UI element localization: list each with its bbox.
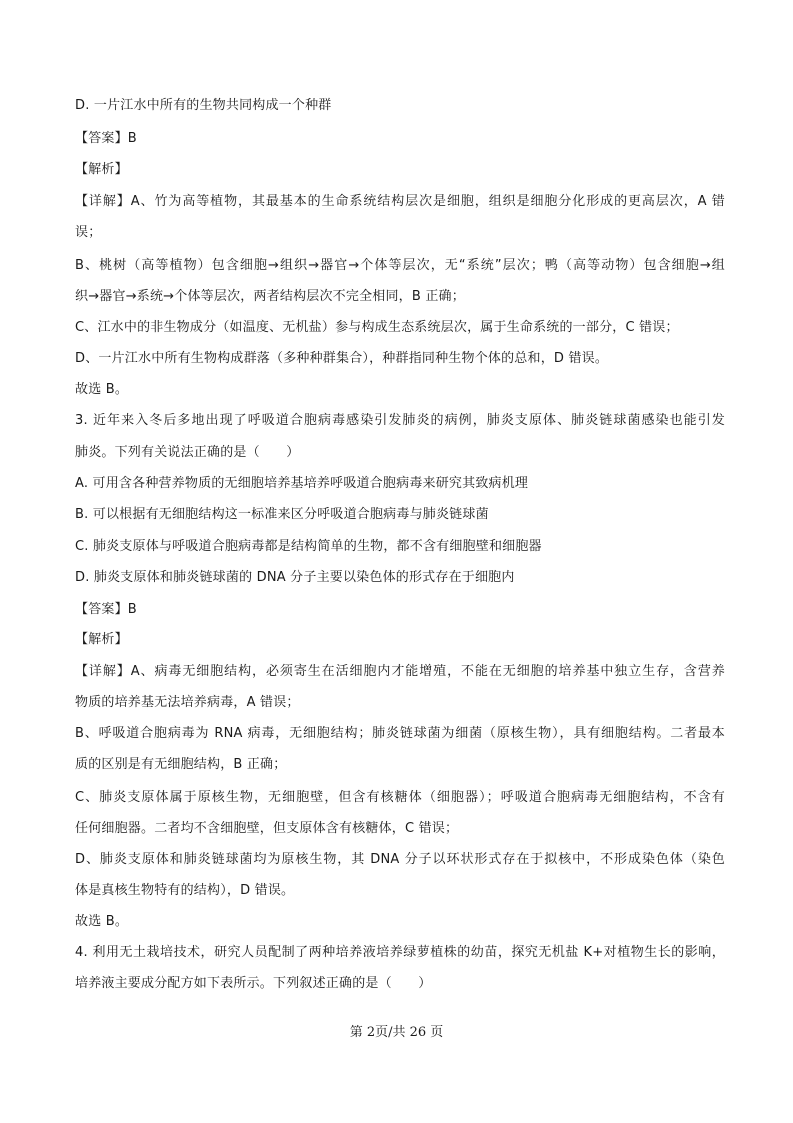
detail-explanation-b: B、桃树（高等植物）包含细胞→组织→器官→个体等层次，无“系统”层次；鸭（高等动物）包含细胞→组 (75, 258, 725, 273)
q3-detail-b: B、呼吸道合胞病毒为 RNA 病毒，无细胞结构；肺炎链球菌为细菌（原核生物），具有细胞结构。二者最本 (75, 726, 725, 741)
detail-explanation-b-cont: 织→器官→系统→个体等层次，两者结构层次不完全相同，B 正确； (75, 289, 465, 304)
q3-detail-c: C、肺炎支原体属于原核生物，无细胞壁，但含有核糖体（细胞器）；呼吸道合胞病毒无细胞结构，不含有 (75, 790, 725, 805)
q3-detail-d: D、肺炎支原体和肺炎链球菌均为原核生物，其 DNA 分子以环状形式存在于拟核中，不形成染色体（染色 (75, 852, 725, 867)
answer-label: 【答案】B (75, 131, 137, 146)
answer-label-q3: 【答案】B (75, 602, 137, 617)
question-3-option-d: D. 肺炎支原体和肺炎链球菌的 DNA 分子主要以染色体的形式存在于细胞内 (75, 570, 515, 585)
question-3-stem-cont: 肺炎。下列有关说法正确的是（ ） (75, 445, 300, 460)
q3-detail-a: 【详解】A、病毒无细胞结构，必须寄生在活细胞内才能增殖，不能在无细胞的培养基中独立生存，含营养 (75, 664, 725, 679)
detail-explanation-a-cont: 误； (75, 225, 102, 240)
q3-detail-b-cont: 质的区别是有无细胞结构，B 正确； (75, 757, 287, 772)
question-4-stem: 4. 利用无土栽培技术，研究人员配制了两种培养液培养绿萝植株的幼苗，探究无机盐 K+对植物生长的影响， (75, 945, 725, 960)
analysis-label-q3: 【解析】 (75, 632, 128, 647)
detail-explanation-c: C、江水中的非生物成分（如温度、无机盐）参与构成生态系统层次，属于生命系统的一部分，C 错误； (75, 320, 679, 335)
detail-explanation-a: 【详解】A、竹为高等植物，其最基本的生命系统结构层次是细胞，组织是细胞分化形成的更高层次，A 错 (75, 194, 725, 209)
option-d-prev-question: D. 一片江水中所有的生物共同构成一个种群 (75, 98, 332, 113)
question-4-stem-cont: 培养液主要成分配方如下表所示。下列叙述正确的是（ ） (75, 976, 432, 991)
question-3-option-b: B. 可以根据有无细胞结构这一标准来区分呼吸道合胞病毒与肺炎链球菌 (75, 507, 489, 522)
question-3-option-a: A. 可用含各种营养物质的无细胞培养基培养呼吸道合胞病毒来研究其致病机理 (75, 476, 529, 491)
question-3-option-c: C. 肺炎支原体与呼吸道合胞病毒都是结构简单的生物，都不含有细胞壁和细胞器 (75, 539, 542, 554)
analysis-label: 【解析】 (75, 162, 128, 177)
page-footer: 第 2页/共 26 页 (349, 1025, 444, 1040)
q3-detail-a-cont: 物质的培养基无法培养病毒，A 错误； (75, 695, 300, 710)
q3-detail-c-cont: 任何细胞器。二者均不含细胞壁，但支原体含有核糖体，C 错误； (75, 821, 459, 836)
q3-detail-d-cont: 体是真核生物特有的结构），D 错误。 (75, 883, 295, 898)
question-3-stem: 3. 近年来入冬后多地出现了呼吸道合胞病毒感染引发肺炎的病例，肺炎支原体、肺炎链球菌感染也能引发 (75, 413, 725, 428)
choose-b: 故选 B。 (75, 382, 129, 397)
q3-choose-b: 故选 B。 (75, 914, 129, 929)
detail-explanation-d: D、一片江水中所有生物构成群落（多种种群集合），种群指同种生物个体的总和，D 错误。 (75, 351, 609, 366)
